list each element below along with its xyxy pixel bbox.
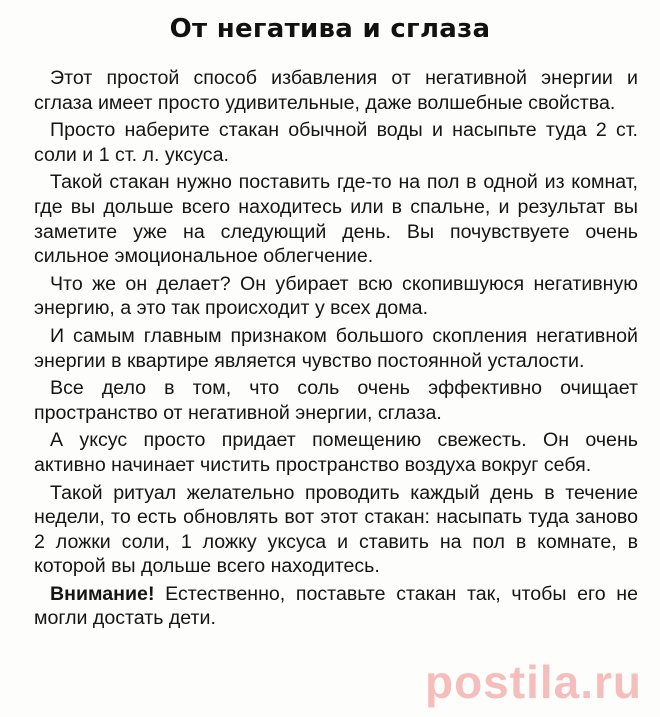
article-body <box>34 66 638 634</box>
warning-text: Естественно, поставьте стакан так, чтобы его не могли достать дети. <box>34 582 638 630</box>
paragraph: И самым главным признаком большого скопления негативной энергии в квартире является чувство постоянной усталости. <box>34 324 638 372</box>
paragraph: Просто наберите стакан обычной воды и насыпьте туда 2 ст. соли и 1 ст. л. уксуса. <box>34 119 638 166</box>
paragraph: А уксус просто придает помещению свежесть. Он очень активно начинает чистить пространство воздуха вокруг себя. <box>34 429 638 476</box>
warning-paragraph <box>34 582 638 631</box>
paragraph: Такой стакан нужно поставить где-то на пол в одной из комнат, где вы дольше всего находитесь или в спальне, и результат вы заметите уже на следующий день. Вы почувствуете очень сильное эмоциональное облегчение. <box>34 171 638 268</box>
paragraph: Такой ритуал желательно проводить каждый день в течение недели, то есть обновлять вот этот стакан: насыпать туда заново 2 ложки соли, 1 ложку уксуса и ставить на пол в комнате, в которой вы дольше всего находитесь. <box>34 481 638 578</box>
paragraph: Что же он делает? Он убирает всю скопившуюся негативную энергию, а это так происходит у всех дома. <box>34 272 638 320</box>
paragraph: Все дело в том, что соль очень эффективно очищает пространство от негативной энергии, сглаза. <box>34 377 638 424</box>
watermark-logo: postila.ru <box>424 656 642 708</box>
paragraph: Этот простой способ избавления от негативной энергии и сглаза имеет просто удивительные, даже волшебные свойства. <box>34 67 638 114</box>
warning-label: Внимание! <box>50 582 155 605</box>
article-title: От негатива и сглаза <box>169 14 491 44</box>
